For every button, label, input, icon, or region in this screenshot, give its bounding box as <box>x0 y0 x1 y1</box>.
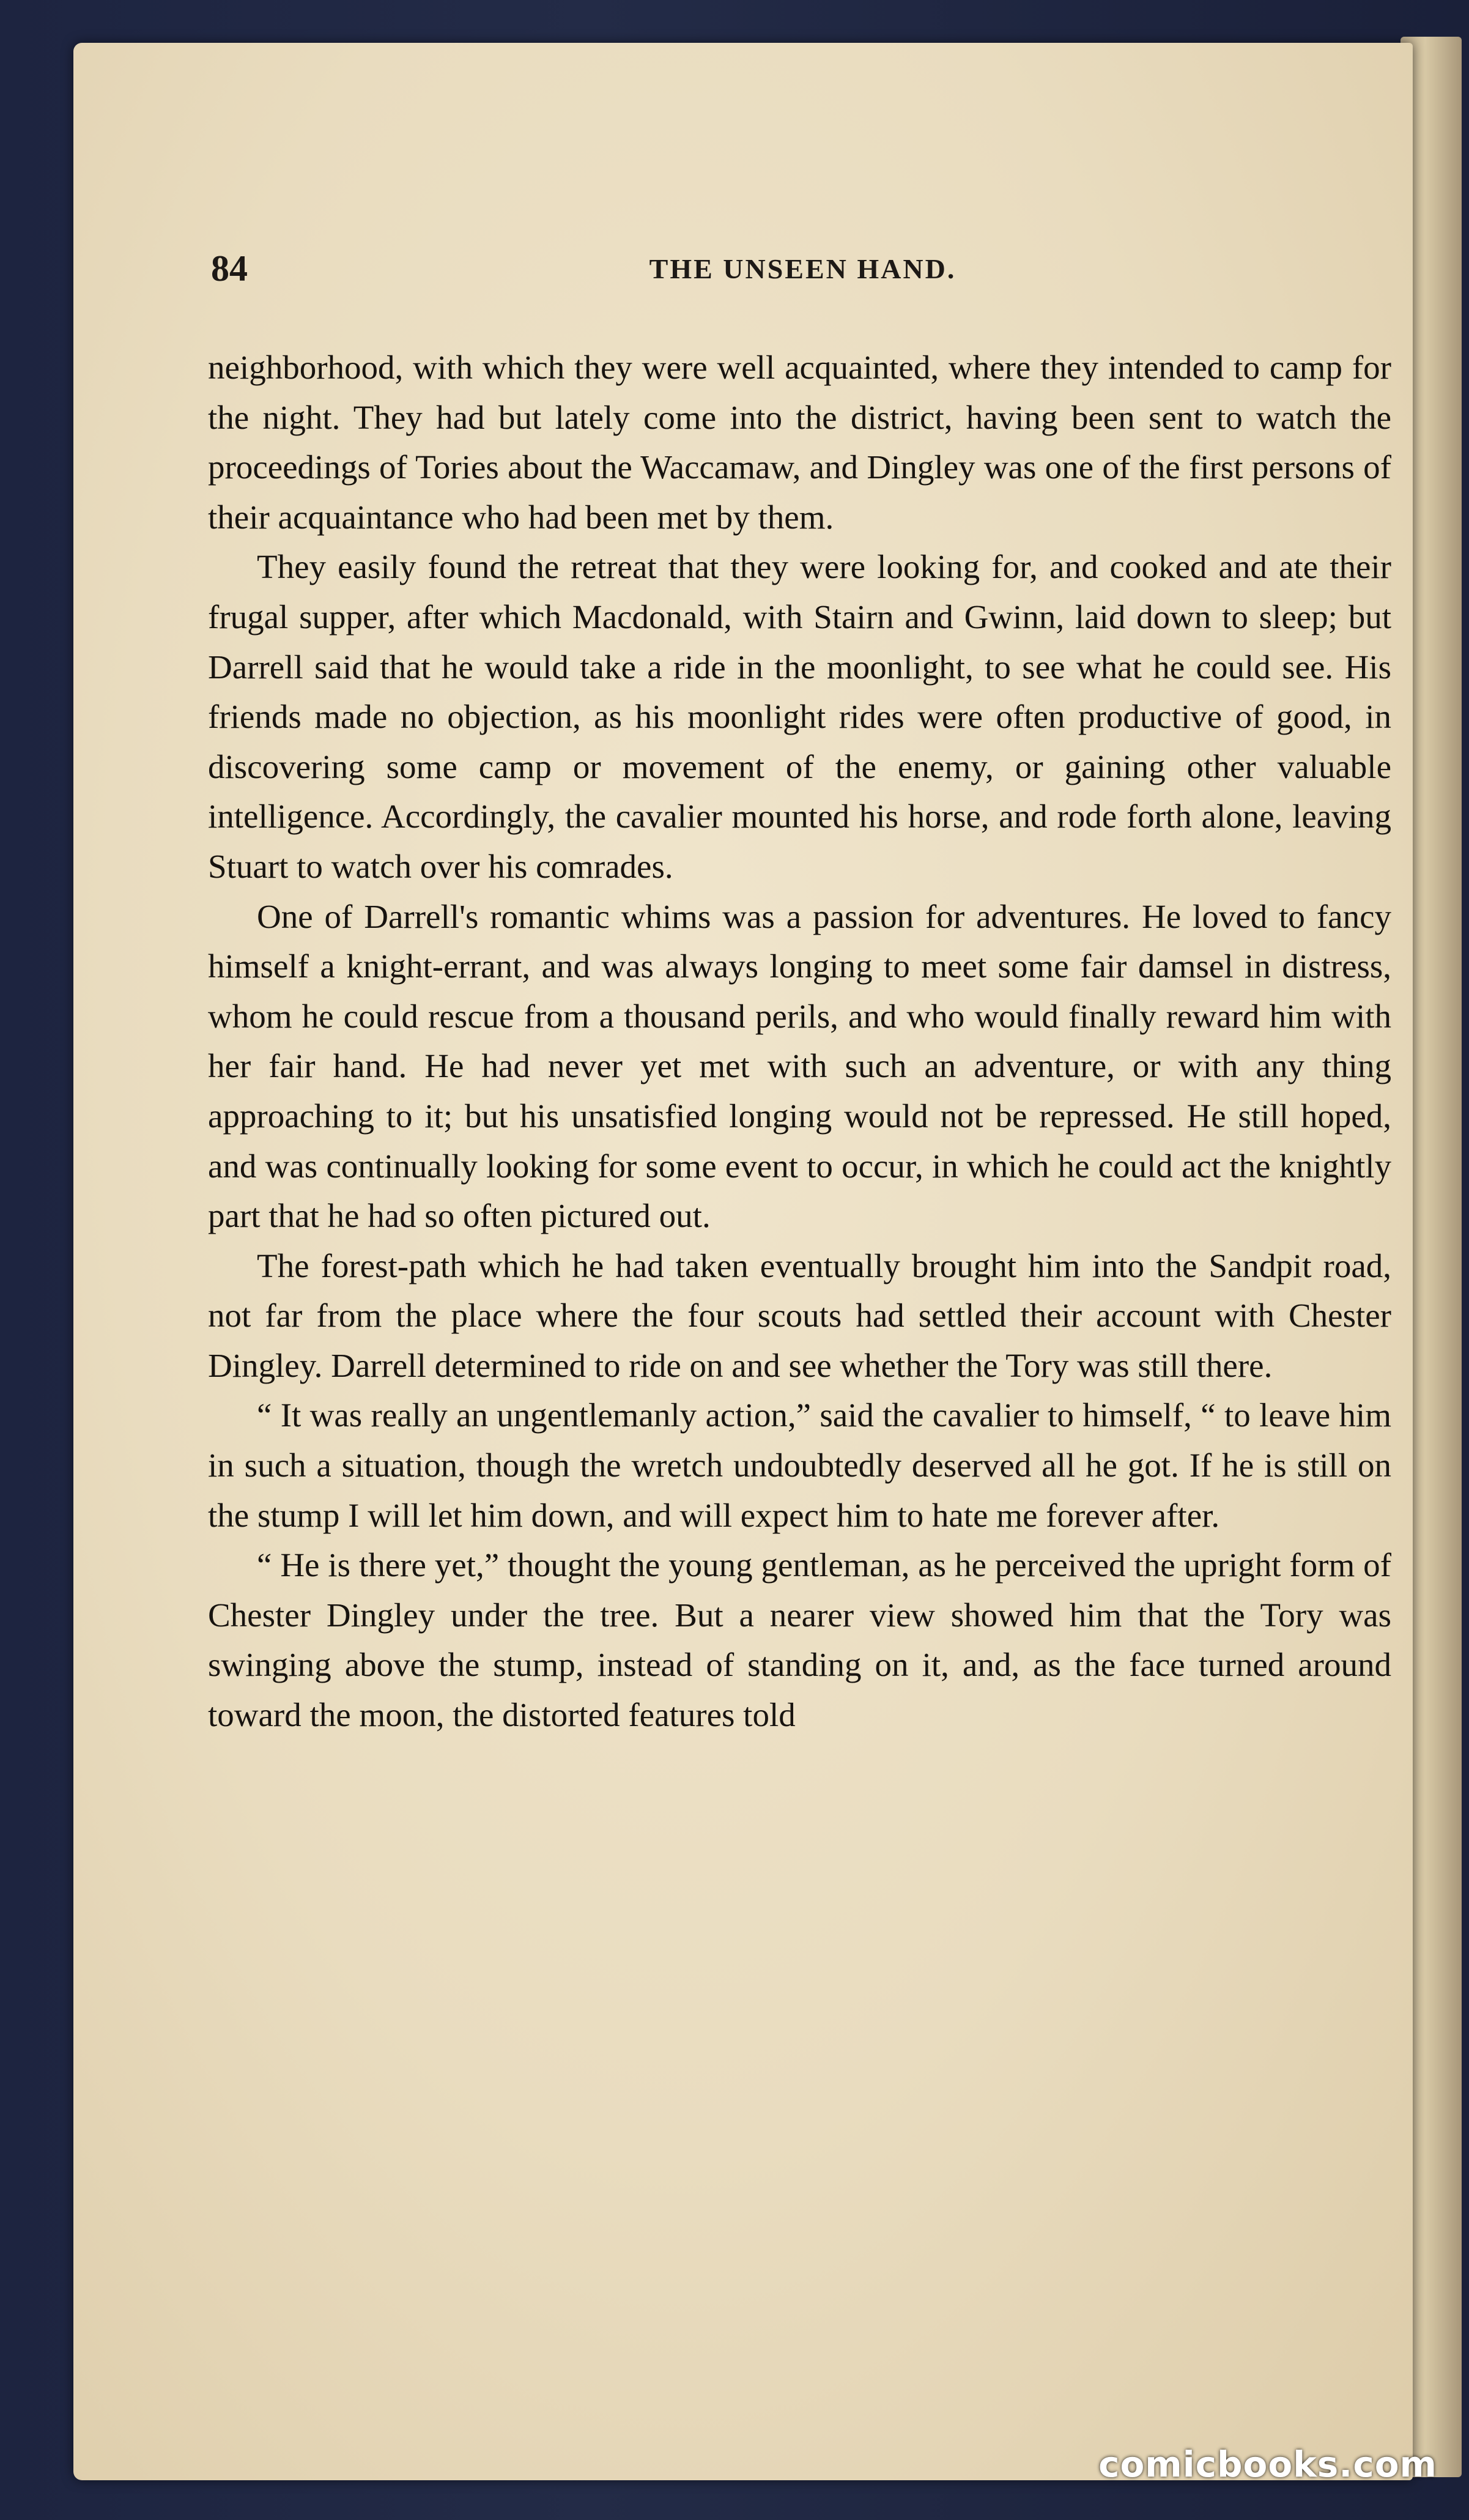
paragraph: One of Darrell's romantic whims was a passion for adventures. He loved to fancy himself a knight-errant, and was always longing to meet some fair damsel in distress, whom he could rescue from a thousand perils, and who would finally reward him with her fair hand. He had never yet met with such an adventure, or with any thing approaching to it; but his unsatisfied longing would not be repressed. He still hoped, and was continually looking for some event to occur, in which he could act the knightly part that he had so often pictured out. <box>208 897 1391 1235</box>
site-watermark: comicbooks.com <box>1098 2444 1437 2485</box>
paragraph: “ It was really an ungentlemanly action,” said the cavalier to himself, “ to leave him in such a situation, though the wretch undoubtedly deserved all he got. If he is still on the stump I will let him down, and will expect him to hate me forever after. <box>208 1396 1391 1534</box>
running-head <box>211 248 1394 297</box>
paragraph-continued: neighborhood, with which they were well acquainted, where they intended to camp for the night. They had but lately come into the district, having been sent to watch the proceedings of Tories about the Waccamaw, and Dingley was one of the first persons of their acquaintance who had been met by them. <box>208 349 1391 536</box>
body-text <box>208 343 1391 1740</box>
page-number: 84 <box>211 248 248 289</box>
running-title: THE UNSEEN HAND. <box>649 253 957 284</box>
paragraph: “ He is there yet,” thought the young gentleman, as he perceived the upright form of Chester Dingley under the tree. But a nearer view showed him that the Tory was swinging above the stump, instead of standing on it, and, as the face turned around toward the moon, the distorted features told <box>208 1546 1391 1734</box>
paragraph: They easily found the retreat that they were looking for, and cooked and ate their frugal supper, after which Macdonald, with Stairn and Gwinn, laid down to sleep; but Darrell said that he would take a ride in the moonlight, to see what he could see. His friends made no objection, as his moonlight rides were often productive of good, in discovering some camp or movement of the enemy, or gaining other valuable intelligence. Accordingly, the cavalier mounted his horse, and rode forth alone, leaving Stuart to watch over his comrades. <box>208 548 1391 885</box>
paragraph: The forest-path which he had taken eventually brought him into the Sandpit road, not far from the place where the four scouts had settled their account with Chester Dingley. Darrell determined to ride on and see whether the Tory was still there. <box>208 1247 1391 1384</box>
